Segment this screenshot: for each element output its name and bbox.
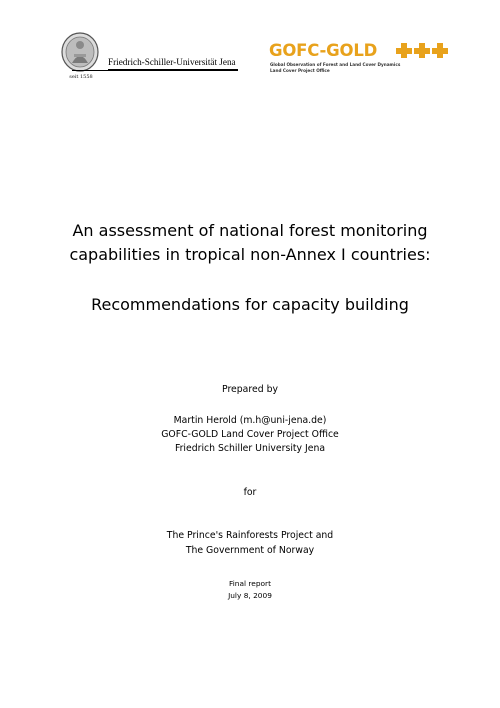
header-rule [72,70,238,71]
university-seal-icon [61,32,99,72]
office-line: GOFC-GOLD Land Cover Project Office [161,429,339,440]
title-line-2: capabilities in tropical non-Annex I countries: [69,245,431,264]
university-line: Friedrich Schiller University Jena [174,443,326,454]
author-line: Martin Herold (m.h@uni-jena.de) [173,415,327,426]
client-line-1: The Prince's Rainforests Project and [166,530,334,541]
gofc-tagline-primary: Global Observation of Forest and Land Cover Dynamics [270,62,401,67]
report-type: Final report [229,579,271,588]
university-name: Friedrich-Schiller-Universität Jena [108,57,238,70]
prepared-by-label: Prepared by [222,384,278,395]
title-line-1: An assessment of national forest monitoring [72,221,428,240]
gofc-crosses-icon [396,42,448,58]
report-date: July 8, 2009 [228,591,272,600]
gofc-tagline-secondary: Land Cover Project Office [270,68,330,73]
gofc-gold-logo: GOFC-GOLD [269,41,378,60]
for-label: for [243,487,257,498]
seal-caption: seit 1558 [69,74,93,80]
client-line-2: The Government of Norway [185,545,315,556]
subtitle: Recommendations for capacity building [91,295,409,314]
